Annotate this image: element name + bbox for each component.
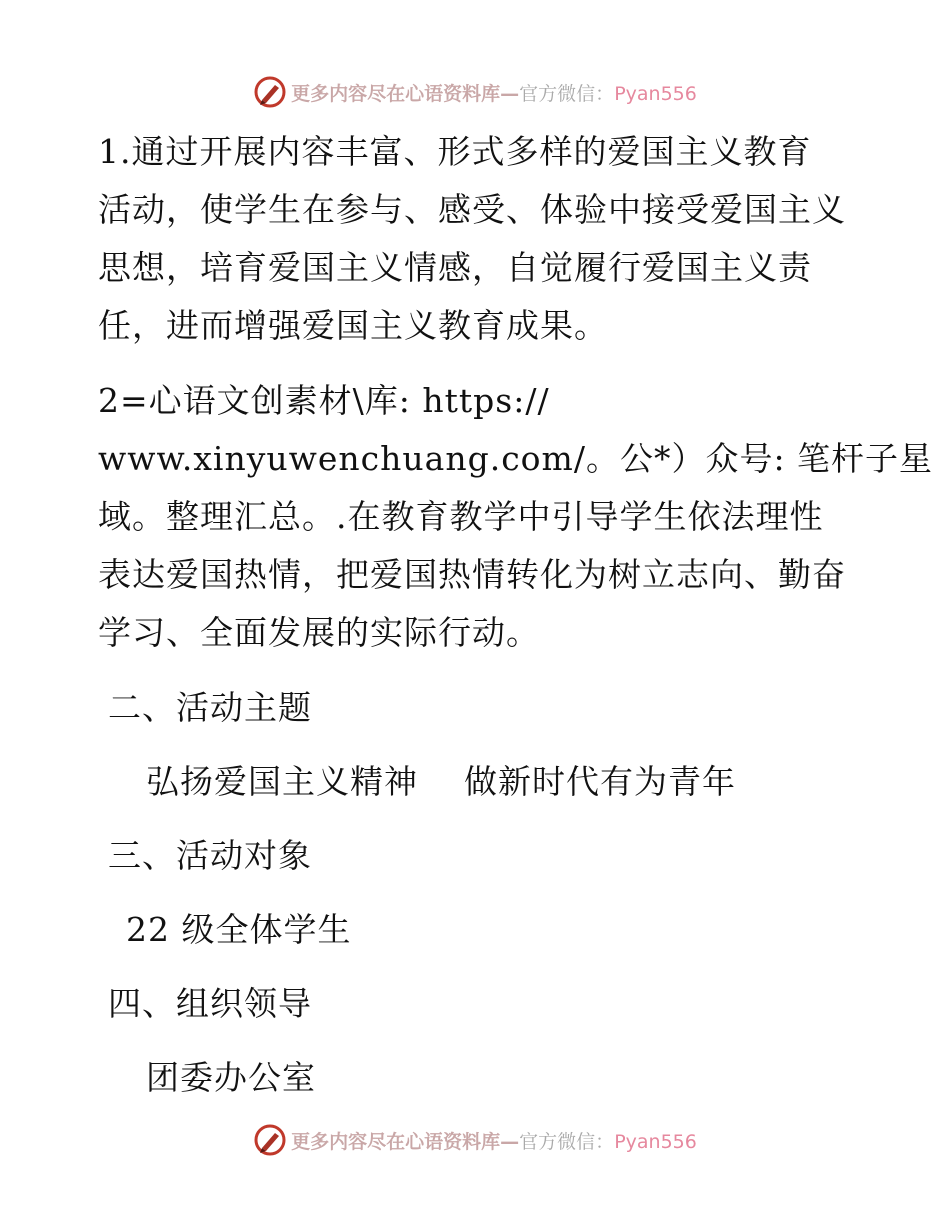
footer-banner — [0, 1118, 950, 1162]
section-4-content: 团委办公室 — [146, 1058, 316, 1097]
section-3-title: 三、活动对象 — [108, 836, 312, 875]
banner-wechat-label: 官方微信： — [519, 1130, 615, 1153]
header-banner — [0, 70, 950, 114]
paragraph-line: 任，进而增强爱国主义教育成果。 — [98, 306, 608, 345]
paragraph-line: www.xinyuwenchuang.com/。公*）众号: 笔杆子星 — [98, 439, 934, 478]
banner-dash: — — [500, 1130, 520, 1153]
paragraph-line: 思想，培育爱国主义情感，自觉履行爱国主义责 — [98, 248, 812, 287]
paragraph-line: 域。整理汇总。.在教育教学中引导学生依法理性 — [98, 497, 824, 536]
banner-wechat-id: Pyan556 — [614, 1130, 697, 1153]
section-3-content: 22 级全体学生 — [126, 910, 352, 949]
banner-dash: — — [500, 82, 520, 105]
pen-logo-icon — [253, 75, 287, 109]
banner-wechat-label: 官方微信： — [519, 82, 615, 105]
section-2-content: 弘扬爱国主义精神 做新时代有为青年 — [146, 762, 736, 801]
section-2-title: 二、活动主题 — [108, 688, 312, 727]
paragraph-line: 学习、全面发展的实际行动。 — [98, 613, 540, 652]
banner-site-name: 更多内容尽在心语资料库 — [291, 1130, 501, 1153]
paragraph-line: 2=心语文创素材\库: https:// — [98, 381, 550, 420]
paragraph-line: 活动，使学生在参与、感受、体验中接受爱国主义 — [98, 190, 846, 229]
paragraph-line: 表达爱国热情，把爱国热情转化为树立志向、勤奋 — [98, 555, 846, 594]
section-4-title: 四、组织领导 — [108, 984, 312, 1023]
banner-wechat-id: Pyan556 — [614, 82, 697, 105]
paragraph-line: 1.通过开展内容丰富、形式多样的爱国主义教育 — [98, 132, 812, 171]
pen-logo-icon — [253, 1123, 287, 1157]
banner-site-name: 更多内容尽在心语资料库 — [291, 82, 501, 105]
